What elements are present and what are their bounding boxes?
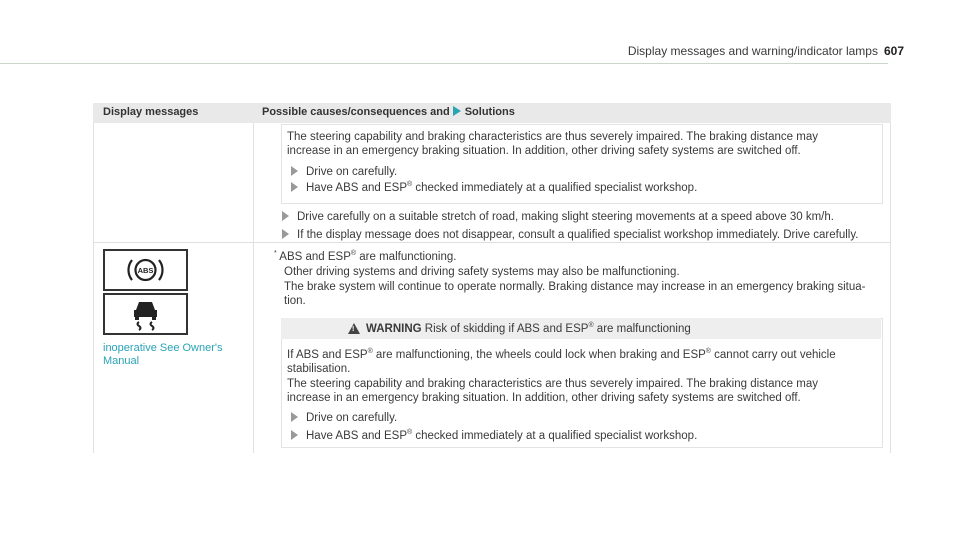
- cause-line: Other driving systems and driving safety systems may also be malfunctioning.: [284, 266, 680, 278]
- registered-mark: ®: [705, 348, 711, 356]
- warning-line: increase in an emergency braking situation. In addition, other driving safety systems are switched off.: [287, 392, 801, 404]
- column-header-causes-solutions: [262, 106, 515, 118]
- header-rule: [0, 63, 888, 64]
- page-header-title: Display messages and warning/indicator lamps: [627, 44, 878, 58]
- table-right-border: [890, 123, 891, 453]
- warning-body-text: If ABS and ESP: [287, 349, 368, 361]
- step-arrow-icon: [291, 412, 298, 422]
- warning-title: [366, 322, 691, 336]
- table-row-divider: [93, 242, 891, 243]
- warning-text: Risk of skidding if ABS and ESP: [424, 323, 589, 335]
- warning-line: The steering capability and braking characteristics are thus severely impaired. The braking distance may: [287, 378, 818, 390]
- page-number: 607: [883, 44, 904, 58]
- box-step: [291, 181, 697, 195]
- cause-line: The brake system will continue to operate normally. Braking distance may increase in an emergency braking situa-: [284, 281, 866, 293]
- column-header-causes-label: Possible causes/consequences and: [262, 106, 450, 118]
- registered-mark: ®: [350, 250, 357, 258]
- warning-triangle-icon: !: [348, 323, 360, 334]
- solution-step: [282, 228, 858, 242]
- step-arrow-icon: [291, 430, 298, 440]
- page-header: [628, 44, 904, 58]
- step-arrow-icon: [291, 182, 298, 192]
- box-step-text: Drive on carefully.: [306, 166, 398, 178]
- cause-line: [274, 250, 456, 264]
- solution-step-text: If the display message does not disappear, consult a qualified specialist workshop immediately. Drive carefully.: [297, 229, 859, 241]
- registered-mark: ®: [407, 429, 413, 437]
- solution-arrow-icon: [453, 106, 461, 116]
- step-arrow-icon: [282, 211, 289, 221]
- cause-line: tion.: [284, 295, 306, 307]
- box-step: [291, 165, 397, 179]
- warning-step: [291, 411, 397, 425]
- cause-text: are malfunctioning.: [356, 251, 457, 263]
- registered-mark: ®: [588, 322, 594, 330]
- box-paragraph-line: increase in an emergency braking situation. In addition, other driving safety systems are switched off.: [287, 145, 801, 157]
- warning-step-text: Have ABS and ESP: [306, 430, 408, 442]
- registered-mark: ®: [367, 348, 373, 356]
- warning-line: stabilisation.: [287, 363, 351, 375]
- warning-text: are malfunctioning: [593, 323, 691, 335]
- step-arrow-icon: [282, 229, 289, 239]
- box-step-text: checked immediately at a qualified specialist workshop.: [412, 182, 698, 194]
- solution-step-text: Drive carefully on a suitable stretch of road, making slight steering movements at a speed above 30 km/h.: [297, 211, 834, 223]
- warning-body-text: are malfunctioning, the wheels could lock when braking and ESP: [372, 349, 706, 361]
- display-message-link[interactable]: inoperative See Owner's: [103, 342, 223, 354]
- warning-body-text: cannot carry out vehicle: [710, 349, 836, 361]
- warning-step: [291, 429, 697, 443]
- box-step-text: Have ABS and ESP: [306, 182, 408, 194]
- esp-skid-icon: [103, 293, 188, 335]
- step-arrow-icon: [291, 166, 298, 176]
- table-left-border: [93, 123, 94, 453]
- registered-mark: ®: [407, 181, 413, 189]
- warning-step-text: Drive on carefully.: [306, 412, 398, 424]
- warning-line: [287, 348, 836, 362]
- asterisk-mark: *: [274, 250, 277, 258]
- column-header-display-messages: Display messages: [103, 106, 199, 118]
- table-column-divider: [253, 123, 254, 453]
- svg-text:ABS: ABS: [137, 266, 154, 275]
- warning-label: WARNING: [366, 323, 422, 335]
- cause-text: ABS and ESP: [279, 251, 351, 263]
- display-message-link[interactable]: Manual: [103, 355, 140, 367]
- column-header-solutions-label: Solutions: [464, 106, 515, 118]
- warning-step-text: checked immediately at a qualified specialist workshop.: [412, 430, 698, 442]
- abs-warning-icon: [103, 249, 188, 291]
- box-paragraph-line: The steering capability and braking characteristics are thus severely impaired. The braking distance may: [287, 131, 818, 143]
- solution-step: [282, 210, 834, 224]
